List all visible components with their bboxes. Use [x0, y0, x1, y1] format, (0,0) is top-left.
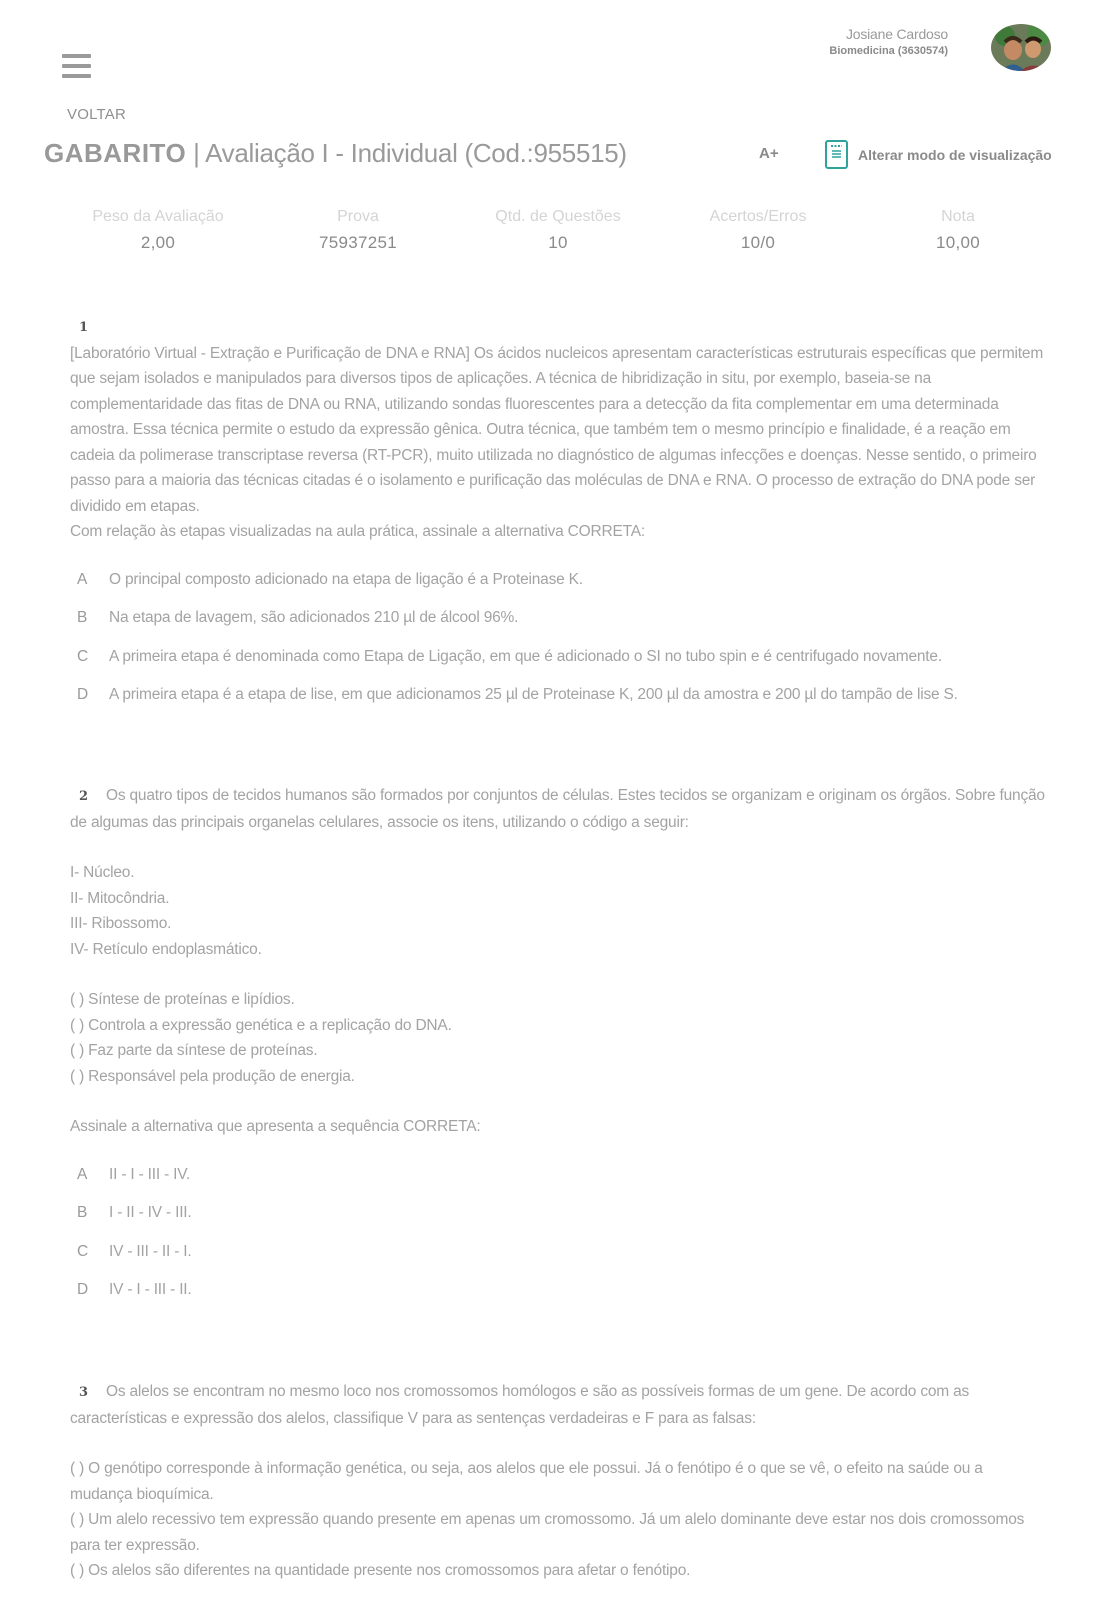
hamburger-menu-icon[interactable]	[62, 54, 92, 80]
question-2	[70, 783, 1045, 1316]
page-title-strong: GABARITO	[44, 138, 187, 168]
user-name: Josiane Cardoso	[845, 26, 948, 42]
option-letter: C	[77, 1242, 88, 1260]
question-number-label: 1	[79, 320, 88, 335]
question-text-block	[70, 1379, 1045, 1431]
stat-label: Acertos/Erros	[709, 208, 807, 225]
item-4: IV- Retículo endoplasmático.	[70, 940, 262, 958]
user-info	[829, 26, 948, 57]
question-number-label: 3	[79, 1385, 88, 1400]
stat-label: Prova	[337, 208, 379, 225]
document-list-icon	[825, 140, 848, 169]
stat-value: 10	[548, 233, 568, 252]
option-d[interactable]	[70, 1277, 1045, 1316]
stat-value: 2,00	[140, 233, 176, 252]
option-c[interactable]	[70, 644, 1045, 683]
question-1	[70, 314, 1045, 721]
stat-value: 10,00	[935, 233, 981, 252]
option-a[interactable]	[70, 1162, 1045, 1201]
option-letter: A	[77, 570, 88, 588]
stat-acertos	[658, 208, 858, 253]
top-bar	[0, 0, 1112, 100]
view-mode-button[interactable]	[825, 140, 1052, 169]
item-2: II- Mitocôndria.	[70, 889, 170, 907]
question-prompt: Assinale a alternativa que apresenta a sequência CORRETA:	[70, 1118, 481, 1135]
option-text: O principal composto adicionado na etapa de ligação é a Proteinase K.	[109, 570, 583, 588]
question-3	[70, 1379, 1045, 1584]
statement-2: ( ) Um alelo recessivo tem expressão quando presente em apenas um cromossomo. Já um alelo dominante deve estar nos dois cromossomos para ter expressão.	[70, 1511, 1025, 1554]
option-text: I - II - IV - III.	[109, 1204, 192, 1221]
page-title-rest: | Avaliação I - Individual (Cod.:955515)	[186, 138, 627, 168]
question-text: [Laboratório Virtual - Extração e Purificação de DNA e RNA] Os ácidos nucleicos apresentam características estruturais específicas que permitem que sejam isolados e manipulados para diversos tipos de aplicações. A técnica de hibridização in situ, por exemplo, baseia-se na complementaridade das fitas de DNA ou RNA, utilizando sondas fluorescentes para a detecção da fita complementar em uma determinada amostra. Essa técnica permite o estudo da expressão gênica. Outra técnica, que também tem o mesmo princípio e finalidade, é a reação em cadeia da polimerase transcriptase reversa (RT-PCR), muito utilizada no diagnóstico de algumas infecções e doenças. Nesse sentido, o primeiro passo para a maioria das técnicas citadas é o isolamento e purificação das moléculas de DNA e RNA. O processo de extração do DNA pode ser dividido em etapas.	[70, 344, 1044, 515]
stat-value: 75937251	[318, 233, 398, 252]
option-letter: D	[77, 1281, 88, 1298]
user-course: Biomedicina (3630574)	[829, 45, 948, 57]
stat-label: Qtd. de Questões	[495, 208, 621, 225]
option-d[interactable]	[70, 682, 1045, 721]
option-a[interactable]	[70, 567, 1045, 606]
option-text: A primeira etapa é a etapa de lise, em que adicionamos 25 µl de Proteinase K, 200 µl da amostra e 200 µl do tampão de lise S.	[109, 686, 958, 703]
option-b[interactable]	[70, 605, 1045, 644]
font-increase-button[interactable]: A+	[759, 145, 779, 162]
question-prompt: Com relação às etapas visualizadas na aula prática, assinale a alternativa CORRETA:	[70, 523, 645, 540]
statement-3: ( ) Os alelos são diferentes na quantidade presente nos cromossomos para afetar o fenótipo.	[70, 1562, 691, 1579]
option-letter: A	[77, 1165, 88, 1183]
options-list	[70, 567, 1045, 721]
question-number	[70, 314, 1045, 341]
stat-prova	[258, 208, 458, 253]
stat-questoes	[458, 208, 658, 253]
option-text: Na etapa de lavagem, são adicionados 210 µl de álcool 96%.	[109, 609, 519, 626]
option-letter: B	[77, 609, 88, 626]
question-text: Os alelos se encontram no mesmo loco nos cromossomos homólogos e são as possíveis formas de um gene. De acordo com as características e expressão dos alelos, classifique V para as sentenças verdadeiras e F para as falsas:	[70, 1383, 970, 1427]
option-letter: D	[77, 686, 88, 703]
option-text: A primeira etapa é denominada como Etapa de Ligação, em que é adicionado o SI no tubo spin e é centrifugado novamente.	[109, 647, 942, 665]
stat-value: 10/0	[740, 233, 776, 252]
statement-3: ( ) Faz parte da síntese de proteínas.	[70, 1042, 318, 1059]
option-text: IV - III - II - I.	[109, 1242, 192, 1260]
view-mode-label: Alterar modo de visualização	[858, 146, 1052, 163]
option-text: IV - I - III - II.	[109, 1281, 192, 1298]
statement-2: ( ) Controla a expressão genética e a replicação do DNA.	[70, 1016, 452, 1034]
statement-1: ( ) O genótipo corresponde à informação genética, ou seja, aos alelos que ele possui. Já o fenótipo é o que se vê, o efeito na saúde ou a mudança bioquímica.	[70, 1460, 983, 1503]
question-text-block	[70, 783, 1045, 835]
question-text: Os quatro tipos de tecidos humanos são formados por conjuntos de células. Estes tecidos se organizam e originam os órgãos. Sobre função de algumas das principais organelas celulares, associe os itens, utilizando o código a seguir:	[70, 787, 1045, 831]
statement-4: ( ) Responsável pela produção de energia.	[70, 1067, 355, 1085]
option-c[interactable]	[70, 1239, 1045, 1278]
avatar[interactable]	[991, 24, 1051, 71]
page-title	[44, 138, 627, 169]
options-list	[70, 1162, 1045, 1316]
stats-bar	[58, 208, 1058, 253]
option-text: II - I - III - IV.	[109, 1165, 191, 1183]
stat-label: Peso da Avaliação	[92, 208, 224, 225]
question-number-label: 2	[79, 789, 88, 804]
statement-1: ( ) Síntese de proteínas e lipídios.	[70, 991, 295, 1008]
option-letter: C	[77, 647, 88, 665]
stat-nota	[858, 208, 1058, 253]
stat-peso	[58, 208, 258, 253]
option-b[interactable]	[70, 1200, 1045, 1239]
option-letter: B	[77, 1204, 88, 1221]
item-1: I- Núcleo.	[70, 864, 135, 881]
stat-label: Nota	[941, 208, 975, 225]
back-link[interactable]: VOLTAR	[67, 106, 126, 123]
item-3: III- Ribossomo.	[70, 915, 172, 932]
